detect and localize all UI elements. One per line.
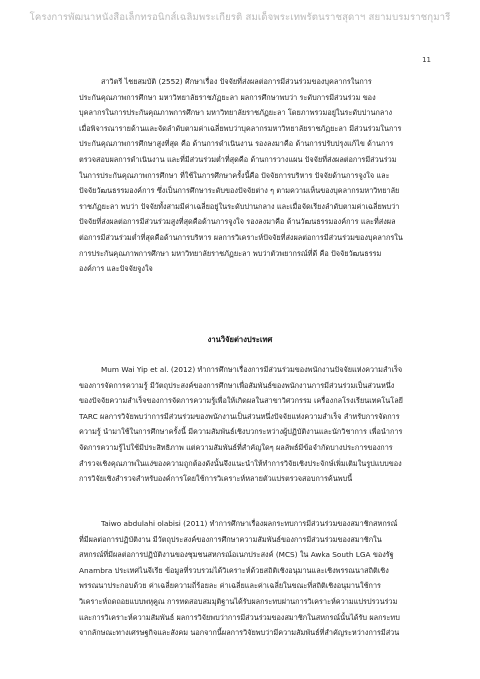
text-line: ของปัจจัยความสำเร็จของการจัดการความรู้เพื่อให้เกิดผลในสาขาวิศวกรรม เครื่องกลโรงเรียนเทคโนโลยี (79, 396, 403, 406)
text-line: จัดการความรู้ไปใช้มีประสิทธิภาพ แต่ความสัมพันธ์ที่สำคัญใดๆ ผลลัพธ์มีข้อจำกัดบางประการของการ (79, 442, 393, 452)
text-line: และการวิเคราะห์ความสัมพันธ์ ผลการวิจัยพบว่าการมีส่วนร่วมของสมาชิกในสหกรณ์นั้นได้รับ ผลกระทบ (79, 612, 400, 622)
text-line: ความรู้ นำมาใช้ในการศึกษาครั้งนี้ มีความสัมพันธ์เชิงบวกระหว่างผู้ปฏิบัติงานและนักวิชาการ เพื่อนำการ (79, 427, 403, 437)
text-line: ปัจจัยวัฒนธรรมองค์การ ซึ่งเป็นการศึกษาระดับของปัจจัยต่าง ๆ ตามความเห็นของบุคลากรมหาวิทยาลัย (79, 186, 400, 196)
text-line: ตรวจสอบผลการดำเนินงาน และที่มีส่วนร่วมต่ำที่สุดคือ ด้านการวางแผน ปัจจัยที่ส่งผลต่อการมีส่วนร่วม (79, 154, 397, 164)
text-line: จากลักษณะทางเศรษฐกิจและสังคม นอกจากนี้ผลการวิจัยพบว่ามีความสัมพันธ์ที่สำคัญระหว่างการมีส่วน (79, 628, 400, 638)
text-line: องค์การ และปัจจัยจูงใจ (79, 264, 153, 274)
text-line: สหกรณ์ที่มีผลต่อการปฏิบัติงานของชุมชนสหกรณ์อเนกประสงค์ (MCS) ใน Awka South LGA ของรัฐ (79, 550, 394, 560)
text-line: ของการจัดการความรู้ มีวัตถุประสงค์ของการศึกษาเพื่อสัมพันธ์ของพนักงานการมีส่วนร่วมเป็นส่วนหนึ่ง (79, 380, 395, 390)
text-line: ต่อการมีส่วนร่วมต่ำที่สุดคือด้านการบริหาร ผลการวิเคราะห์ปัจจัยที่ส่งผลต่อการมีส่วนร่วมของบุคลากรใน (79, 232, 403, 242)
paragraph-taiwo-olabisi (79, 516, 417, 641)
text-line: วิเคราะห์ถดถอยแบบพหุคูณ การทดสอบสมมุติฐานได้รับผลกระทบผ่านการวิเคราะห์ความแปรปรวนร่วม (79, 596, 398, 606)
text-line: TARC ผลการวิจัยพบว่าการมีส่วนร่วมของพนักงานเป็นส่วนหนึ่งปัจจัยแห่งความสำเร็จ สำหรับการจัดการ (79, 411, 400, 421)
paragraph-local-research (79, 74, 417, 277)
text-line: เมื่อพิจารณารายด้านและจัดลำดับตามค่าเฉลี่ยพบว่าบุคลากรมหาวิทยาลัยราชภัฏยะลา มีส่วนร่วมในการ (79, 123, 402, 133)
text-line: พรรณนาประกอบด้วย ค่าเฉลี่ยความถี่ร้อยละ ค่าเฉลี่ยและค่าเฉลี่ยในขณะที่สถิติเชิงอนุมานใช้การ (79, 581, 381, 591)
text-line: ราชภัฏยะลา พบว่า ปัจจัยทั้งสามมีค่าเฉลี่ยอยู่ในระดับปานกลาง และเมื่อจัดเรียงลำดับตามค่าเฉลี่ยพบว่า (79, 201, 400, 211)
text-line: การประกันคุณภาพการศึกษา มหาวิทยาลัยราชภัฏยะลา พบว่าตัวพยากรณ์ที่ดี คือ ปัจจัยวัฒนธรรม (79, 248, 382, 258)
text-line: ในการประกันคุณภาพการศึกษา ที่ใช้ในการศึกษาครั้งนี้คือ ปัจจัยการบริหาร ปัจจัยด้านการจูงใจ และ (79, 170, 390, 180)
text-line: สาวิตรี ไชยสมบัติ (2552) ศึกษาเรื่อง ปัจจัยที่ส่งผลต่อการมีส่วนร่วมของบุคลากรในการ (101, 77, 372, 86)
text-line: สำรวจเชิงคุณภาพในแง่ของความถูกต้องดังนั้นจึงแนะนำให้ทำการวิจัยเชิงประจักษ์เพิ่มเติมในรูปแบบของ (79, 458, 402, 468)
text-line: Anambra ประเทศไนจีเรีย ข้อมูลที่รวบรวมได้วิเคราะห์ด้วยสถิติเชิงอนุมานและเชิงพรรณนาสถิติเชิง (79, 565, 389, 575)
text-line: Taiwo abdulahi olabisi (2011) ทำการศึกษาเรื่องผลกระทบการมีส่วนร่วมของสมาชิกสหกรณ์ (101, 519, 398, 528)
page-watermark: โครงการพัฒนาหนังสือเล็กทรอนิกส์เฉลิมพระเกียรติ สมเด็จพระเทพรัตนราชสุดาฯ สยามบรมราชกุมารี (29, 12, 451, 23)
text-line: การวิจัยเชิงสำรวจสำหรับองค์การโดยใช้การวิเคราะห์หลายตัวแปรตรวจสอบการค้นพบนี้ (79, 474, 353, 484)
text-line: ที่มีผลต่อการปฏิบัติงาน มีวัตถุประสงค์ของการศึกษาความสัมพันธ์ของการมีส่วนร่วมของสมาชิกใน (79, 534, 382, 544)
text-line: บุคลากรในการประกันคุณภาพการศึกษา มหาวิทยาลัยราชภัฏยะลา โดยภาพรวมอยู่ในระดับปานกลาง (79, 108, 393, 118)
page-number: 11 (422, 56, 431, 64)
text-line: ปัจจัยที่ส่งผลต่อการมีส่วนร่วมสูงที่สุดคือด้านการจูงใจ รองลงมาคือ ด้านวัฒนธรรมองค์การ และที่ส่งผล (79, 217, 396, 227)
paragraph-mum-wai-yip (79, 362, 417, 487)
text-line: ประกันคุณภาพการศึกษาสูงที่สุด คือ ด้านการดำเนินงาน รองลงมาคือ ด้านการปรับปรุงแก้ไข ด้านการ (79, 139, 394, 149)
text-line: Mum Wai Yip et al. (2012) ทำการศึกษาเรื่องการมีส่วนร่วมของพนักงานปัจจัยแห่งความสำเร็จ (101, 365, 403, 374)
section-heading: งานวิจัยต่างประเทศ (207, 335, 273, 344)
text-line: ประกันคุณภาพการศึกษา มหาวิทยาลัยราชภัฏยะลา ผลการศึกษาพบว่า ระดับการมีส่วนร่วม ของ (79, 92, 376, 102)
